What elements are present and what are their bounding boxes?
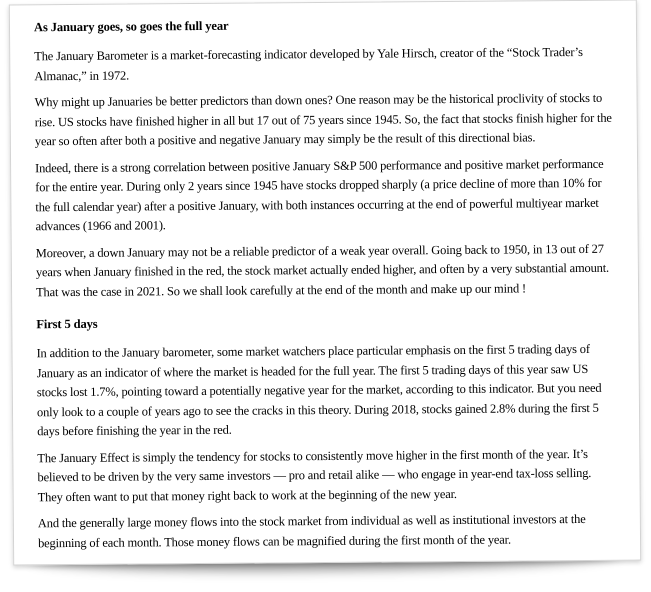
paragraph-money-flows: And the generally large money flows into the stock market from individual as well as institutional investors at the beginning of each month. Those money flows can be magnified during the first month of the year. [37, 511, 586, 550]
paragraph-first-5-trading-days: In addition to the January barometer, some market watchers place particular emphasis on the first 5 trading days of January as an indicator of where the market is headed for the full year. The first 5 trading days of this year saw US stocks lost 1.7%, pointing toward a potentially negative year for the market, according to this indicator. But you need only look to a couple of years ago to see the cracks in this theory. During 2018, stocks gained 2.8% during the first 5 days before finishing the year in the red. [36, 341, 602, 439]
paragraph-correlation: Indeed, there is a strong correlation between positive January S&P 500 performance and positive market performance for the entire year. During only 2 years since 1945 have stocks dropped sharply (a price decline of more than 10% for the full calendar year) after a positive January, with both instances occurring at the end of powerful multiyear market advances (1966 and 2001). [35, 156, 604, 234]
paragraph-barometer-definition: The January Barometer is a market-forecasting indicator developed by Yale Hirsch, creator of the “Stock Trader’s Almanac,” in 1972. [34, 44, 583, 83]
heading-january-barometer: As January goes, so goes the full year [33, 18, 229, 35]
heading-first-5-days: First 5 days [36, 316, 98, 332]
paragraph-january-effect: The January Effect is simply the tendency for stocks to consistently move higher in the first month of the year. It’s believed to be driven by the very same investors — pro and retail alike — who engage in year-end tax-loss selling. They often want to put that money right back to work at the beginning of the new year. [37, 446, 592, 504]
paragraph-down-january: Moreover, a down January may not be a reliable predictor of a weak year overall. Going back to 1950, in 13 out of 27 years when January finished in the red, the stock market actually ended higher, and often by a very substantial amount. That was the case in 2021. So we shall look carefully at the end of the month and make up our mind ! [35, 241, 609, 299]
paragraph-up-januaries: Why might up Januaries be better predictors than down ones? One reason may be the historical proclivity of stocks to rise. US stocks have finished higher in all but 17 out of 75 years since 1945. So, the fact that stocks finish higher for the year so often after both a positive and negative January may simply be the result of this directional bias. [34, 90, 612, 149]
document-page [9, 0, 641, 565]
